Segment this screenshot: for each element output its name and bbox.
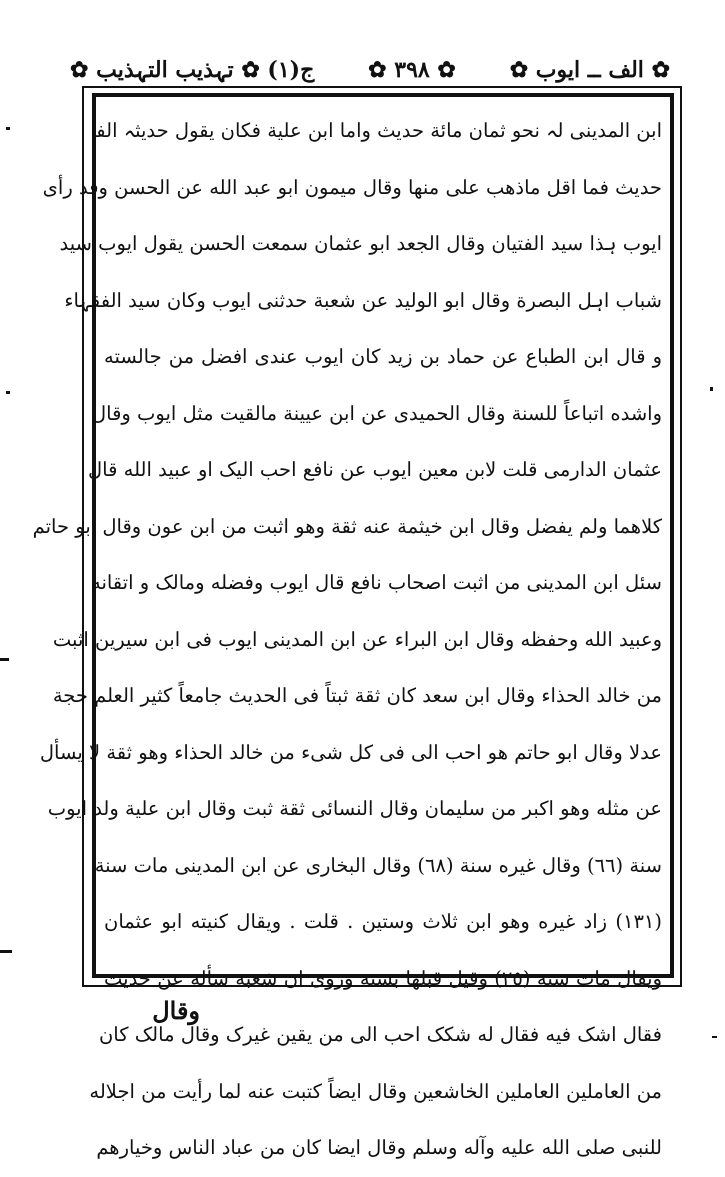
scan-mark bbox=[710, 387, 713, 391]
text-line: واشده اتباعاً للسنة وقال الحمیدی عن ابن عیینة مالقیت مثل ایوب وقال bbox=[92, 401, 662, 425]
text-line: و قال ابن الطباع عن حماد بن زید کان ایوب عندی افضل من جالسته bbox=[104, 345, 662, 368]
scan-mark bbox=[0, 950, 12, 953]
volume-label: ج(١) ✿ تہذیب التہذیب ✿ bbox=[70, 57, 315, 83]
text-line: ویقال مات سنة (٢٥) وقیل قبلها بسنة وروی ان شعبة سأله عن حدیث bbox=[104, 966, 662, 990]
text-line: کلاهما ولم یفضل وقال ابن خیثمة عنه ثقة وهو اثبت من ابن عون وقال ابو حاتم bbox=[32, 514, 662, 538]
text-line: من خالد الحذاء وقال ابن سعد کان ثقة ثبتاً فی الحدیث جامعاً کثیر العلم حجة bbox=[52, 684, 662, 707]
text-line: (١٣١) زاد غیره وهو ابن ثلاث وستین . قلت . ویقال کنیته ابو عثمان bbox=[104, 910, 662, 933]
text-line: عن مثله وهو اکبر من سلیمان وقال النسائی ثقة ثبت وقال ابن علیة ولد ایوب bbox=[47, 797, 662, 820]
scan-mark bbox=[6, 127, 10, 130]
scan-mark bbox=[6, 391, 10, 394]
text-line: سئل ابن المدینی من اثبت اصحاب نافع قال ایوب وفضله ومالک و اتقانه bbox=[90, 571, 662, 594]
section-label: ✿ الف ــ ایوب ✿ bbox=[509, 57, 670, 83]
catchword: وقال bbox=[152, 996, 200, 1025]
text-line: للنبی صلی الله علیه وآله وسلم وقال ایضا کان من عباد الناس وخیارهم bbox=[96, 1136, 662, 1159]
text-line: عدلا وقال ابو حاتم هو احب الی فی کل شیء من خالد الحذاء وهو ثقة لا یسأل bbox=[39, 740, 662, 764]
text-line: شباب اہل البصرة وقال ابو الولید عن شعبة حدثنی ایوب وکان سید الفقہاء bbox=[64, 288, 662, 312]
running-header bbox=[70, 50, 670, 90]
text-line: من العاملین العاملین الخاشعین وقال ایضاً کتبت عنه لما رأیت من اجلاله bbox=[89, 1079, 662, 1103]
scan-mark bbox=[0, 658, 9, 661]
text-line: ایوب ہذا سید الفتیان وقال الجعد ابو عثمان سمعت الحسن یقول ایوب سید bbox=[59, 232, 662, 255]
text-line: حدیث فما اقل ماذهب علی منها وقال میمون ابو عبد الله عن الحسن وقد رأی bbox=[42, 175, 662, 199]
text-line: وعبید الله وحفظه وقال ابن البراء عن ابن المدینی ایوب فی ابن سیرین اثبت bbox=[52, 627, 662, 651]
text-line: فقال اشک فیه فقال له شکک احب الی من یقین غیرک وقال مالک کان bbox=[98, 1023, 662, 1046]
page-number: ✿ ٣٩٨ ✿ bbox=[368, 57, 456, 83]
text-line: سنة (٦٦) وقال غیره سنة (٦٨) وقال البخاری عن ابن المدینی مات سنة bbox=[94, 853, 662, 877]
text-line: ابن المدینی لہ نحو ثمان مائة حدیث واما ابن علیة فکان یقول حدیثہ الفا bbox=[90, 119, 662, 142]
scan-mark bbox=[712, 1036, 717, 1038]
text-line: عثمان الدارمی قلت لابن معین ایوب عن نافع احب الیک او عبید الله قال bbox=[88, 458, 662, 481]
